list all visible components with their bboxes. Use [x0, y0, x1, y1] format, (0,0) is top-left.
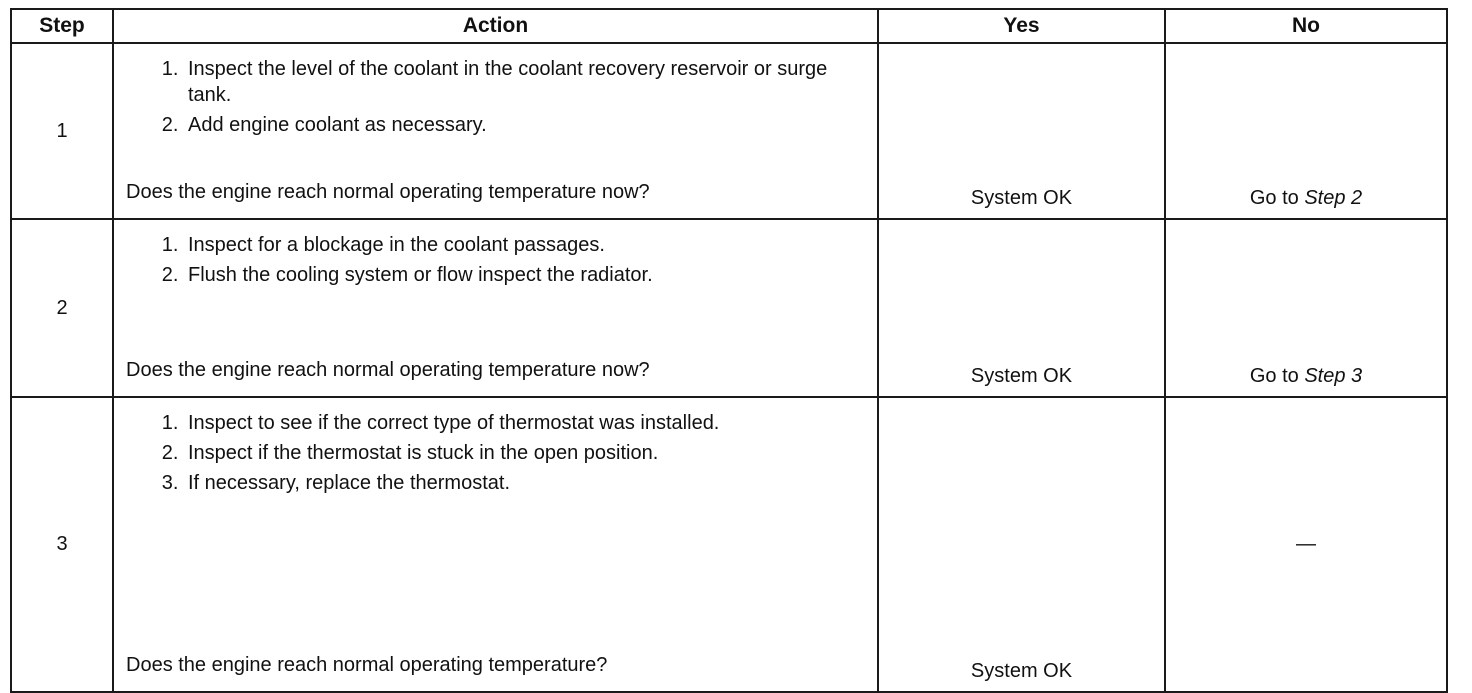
action-cell: [113, 397, 878, 692]
action-item: 1. Inspect to see if the correct type of thermostat was installed.: [184, 410, 865, 436]
action-item: 1. Inspect for a blockage in the coolant passages.: [184, 232, 865, 258]
action-item: 2. Inspect if the thermostat is stuck in the open position.: [184, 440, 865, 466]
action-question: Does the engine reach normal operating temperature?: [126, 654, 608, 676]
step-number: 2: [11, 219, 113, 397]
header-step: Step: [11, 9, 113, 43]
no-prefix: Go to: [1249, 365, 1299, 387]
step-reference-link[interactable]: Step 2: [1304, 187, 1363, 209]
header-no: No: [1165, 9, 1447, 43]
step-number: 3: [11, 397, 113, 692]
yes-result: System OK: [878, 219, 1165, 397]
no-result: [1165, 43, 1447, 219]
action-item: 2. Flush the cooling system or flow inspect the radiator.: [184, 262, 865, 288]
header-row: [11, 9, 1447, 43]
table-row: [11, 43, 1447, 219]
action-question: Does the engine reach normal operating temperature now?: [126, 181, 650, 203]
diagnostic-table: [10, 8, 1448, 693]
action-list: [126, 232, 865, 292]
no-result: [1165, 219, 1447, 397]
step-number: 1: [11, 43, 113, 219]
action-list: [126, 56, 865, 142]
header-action: Action: [113, 9, 878, 43]
step-reference-link[interactable]: Step 3: [1304, 365, 1363, 387]
yes-result: System OK: [878, 397, 1165, 692]
table-row: [11, 219, 1447, 397]
action-item: 3. If necessary, replace the thermostat.: [184, 470, 865, 496]
action-cell: [113, 43, 878, 219]
yes-result: System OK: [878, 43, 1165, 219]
action-list: [126, 410, 865, 500]
no-result: —: [1165, 397, 1447, 692]
table-row: [11, 397, 1447, 692]
header-yes: Yes: [878, 9, 1165, 43]
no-prefix: Go to: [1249, 187, 1299, 209]
action-item: 2. Add engine coolant as necessary.: [184, 112, 865, 138]
action-item: 1. Inspect the level of the coolant in the coolant recovery reservoir or surge tank.: [184, 56, 865, 108]
action-cell: [113, 219, 878, 397]
action-question: Does the engine reach normal operating temperature now?: [126, 359, 650, 381]
